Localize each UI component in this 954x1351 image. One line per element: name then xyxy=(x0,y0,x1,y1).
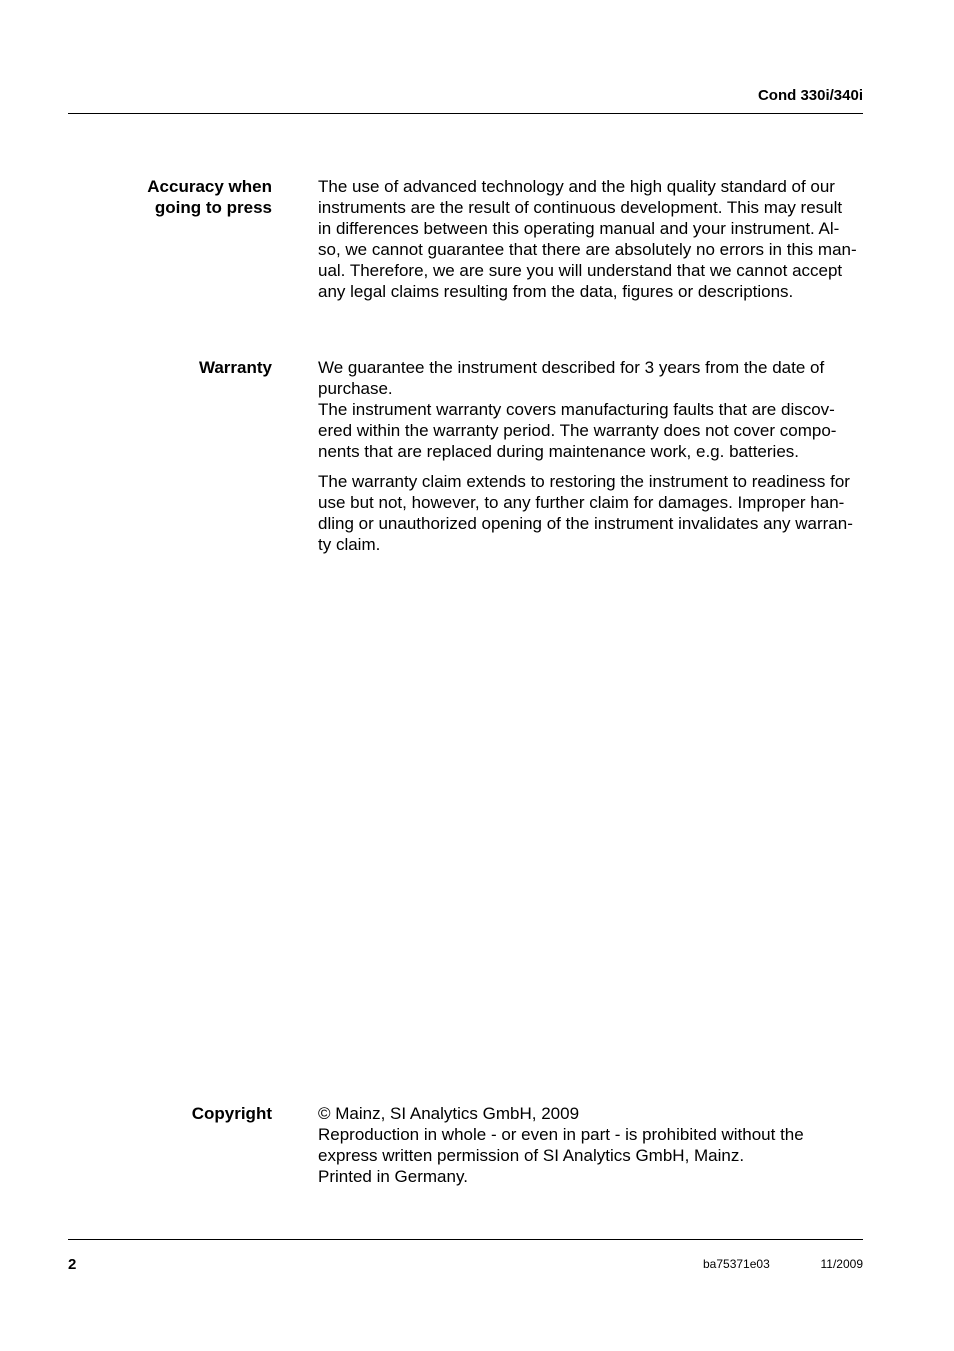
text-line: The use of advanced technology and the high quality standard of our xyxy=(318,177,835,196)
page-number: 2 xyxy=(68,1256,77,1273)
text-line: We guarantee the instrument described for 3 years from the date of xyxy=(318,358,825,377)
text-line: purchase. xyxy=(318,379,393,398)
text-line: so, we cannot guarantee that there are absolutely no errors in this man- xyxy=(318,240,857,259)
text-line: ty claim. xyxy=(318,535,381,554)
text-line: dling or unauthorized opening of the instrument invalidates any warran- xyxy=(318,514,853,533)
header-rule xyxy=(68,113,863,114)
text-line: The warranty claim extends to restoring the instrument to readiness for xyxy=(318,472,850,491)
document-number: ba75371e03 xyxy=(703,1257,770,1271)
accuracy-paragraph xyxy=(318,176,866,302)
document-header-title: Cond 330i/340i xyxy=(757,87,863,104)
accuracy-text xyxy=(318,176,866,302)
text-line: The instrument warranty covers manufacturing faults that are discov- xyxy=(318,400,835,419)
text-line: use but not, however, to any further claim for damages. Improper han- xyxy=(318,493,845,512)
warranty-label xyxy=(52,357,272,378)
warranty-text xyxy=(318,357,866,555)
copyright-paragraph xyxy=(318,1103,866,1187)
text-line: © Mainz, SI Analytics GmbH, 2009 xyxy=(318,1104,580,1123)
warranty-label-line: Warranty xyxy=(198,358,272,377)
text-line: Printed in Germany. xyxy=(318,1167,468,1186)
text-line: express written permission of SI Analytics GmbH, Mainz. xyxy=(318,1146,745,1165)
warranty-paragraph xyxy=(318,471,866,555)
copyright-label xyxy=(52,1103,272,1124)
text-line: ual. Therefore, we are sure you will understand that we cannot accept xyxy=(318,261,843,280)
accuracy-label-line: going to press xyxy=(154,198,272,217)
text-line: nents that are replaced during maintenance work, e.g. batteries. xyxy=(318,442,800,461)
copyright-label-line: Copyright xyxy=(191,1104,272,1123)
copyright-text xyxy=(318,1103,866,1187)
text-line: any legal claims resulting from the data, figures or descriptions. xyxy=(318,282,794,301)
footer-rule xyxy=(68,1239,863,1240)
text-line: ered within the warranty period. The warranty does not cover compo- xyxy=(318,421,837,440)
document-date: 11/2009 xyxy=(820,1257,863,1271)
warranty-paragraph xyxy=(318,357,866,462)
accuracy-label xyxy=(52,176,272,218)
text-line: Reproduction in whole - or even in part - is prohibited without the xyxy=(318,1125,804,1144)
text-line: instruments are the result of continuous development. This may result xyxy=(318,198,843,217)
text-line: in differences between this operating manual and your instrument. Al- xyxy=(318,219,840,238)
accuracy-label-line: Accuracy when xyxy=(147,177,272,196)
